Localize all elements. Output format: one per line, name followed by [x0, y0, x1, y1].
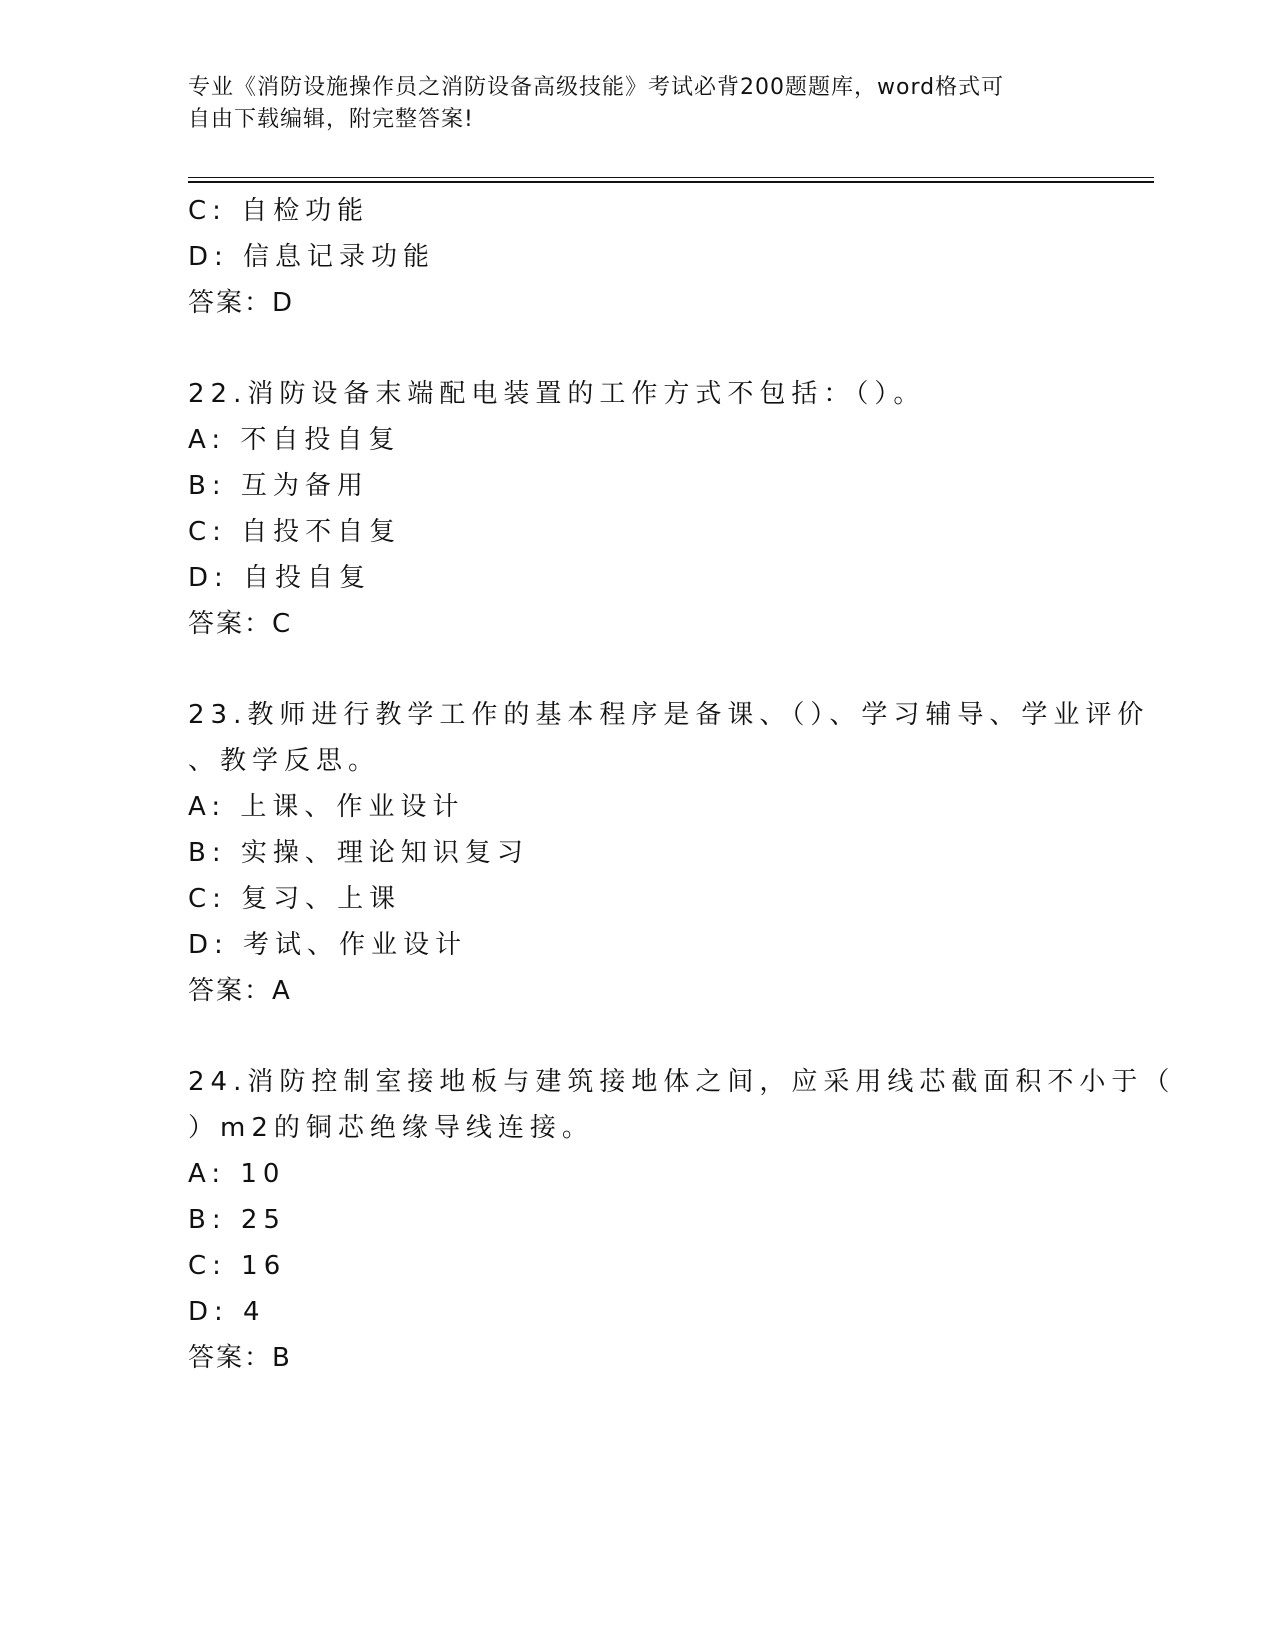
option-a: A: 上课、作业设计 — [188, 792, 465, 822]
option-d: D: 自投自复 — [188, 563, 372, 593]
option-c: C: 自检功能 — [188, 196, 370, 226]
header-title-line-1: 专业《消防设施操作员之消防设备高级技能》考试必背200题题库，word格式可 — [188, 75, 1005, 100]
option-d: D: 考试、作业设计 — [188, 930, 468, 960]
question-stem: 22.消防设备末端配电装置的工作方式不包括：（）。 — [188, 379, 926, 409]
option-c: C: 16 — [188, 1251, 287, 1281]
option-c: C: 复习、上课 — [188, 884, 402, 914]
option-d: D: 4 — [188, 1297, 266, 1327]
spacer — [188, 647, 1088, 692]
question-stem-line-1: 24.消防控制室接地板与建筑接地体之间，应采用线芯截面积不小于（ — [188, 1067, 1176, 1097]
spacer — [188, 1014, 1088, 1059]
page-header — [188, 72, 1068, 136]
header-divider-thin — [188, 177, 1154, 178]
option-d: D: 信息记录功能 — [188, 242, 436, 272]
option-c: C: 自投不自复 — [188, 517, 402, 547]
question-stem-line-1: 23.教师进行教学工作的基本程序是备课、（）、学习辅导、学业评价 — [188, 700, 1150, 730]
spacer — [188, 326, 1088, 371]
option-a: A: 不自投自复 — [188, 425, 401, 455]
question-list — [188, 188, 1176, 1381]
option-b: B: 25 — [188, 1205, 286, 1235]
answer: 答案：A — [188, 976, 292, 1006]
option-a: A: 10 — [188, 1159, 286, 1189]
option-b: B: 实操、理论知识复习 — [188, 838, 529, 868]
question-22 — [188, 371, 1088, 647]
question-24 — [188, 1059, 1176, 1381]
option-b: B: 互为备用 — [188, 471, 369, 501]
question-21-tail — [188, 188, 1088, 326]
header-title-line-2: 自由下载编辑，附完整答案! — [188, 107, 474, 132]
question-stem-line-2: 、教学反思。 — [188, 746, 381, 776]
answer: 答案：C — [188, 609, 293, 639]
header-divider-thick — [188, 181, 1154, 183]
question-23 — [188, 692, 1150, 1014]
answer: 答案：B — [188, 1343, 292, 1373]
answer: 答案：D — [188, 288, 295, 318]
question-stem-line-2: ）m2的铜芯绝缘导线连接。 — [188, 1113, 594, 1143]
